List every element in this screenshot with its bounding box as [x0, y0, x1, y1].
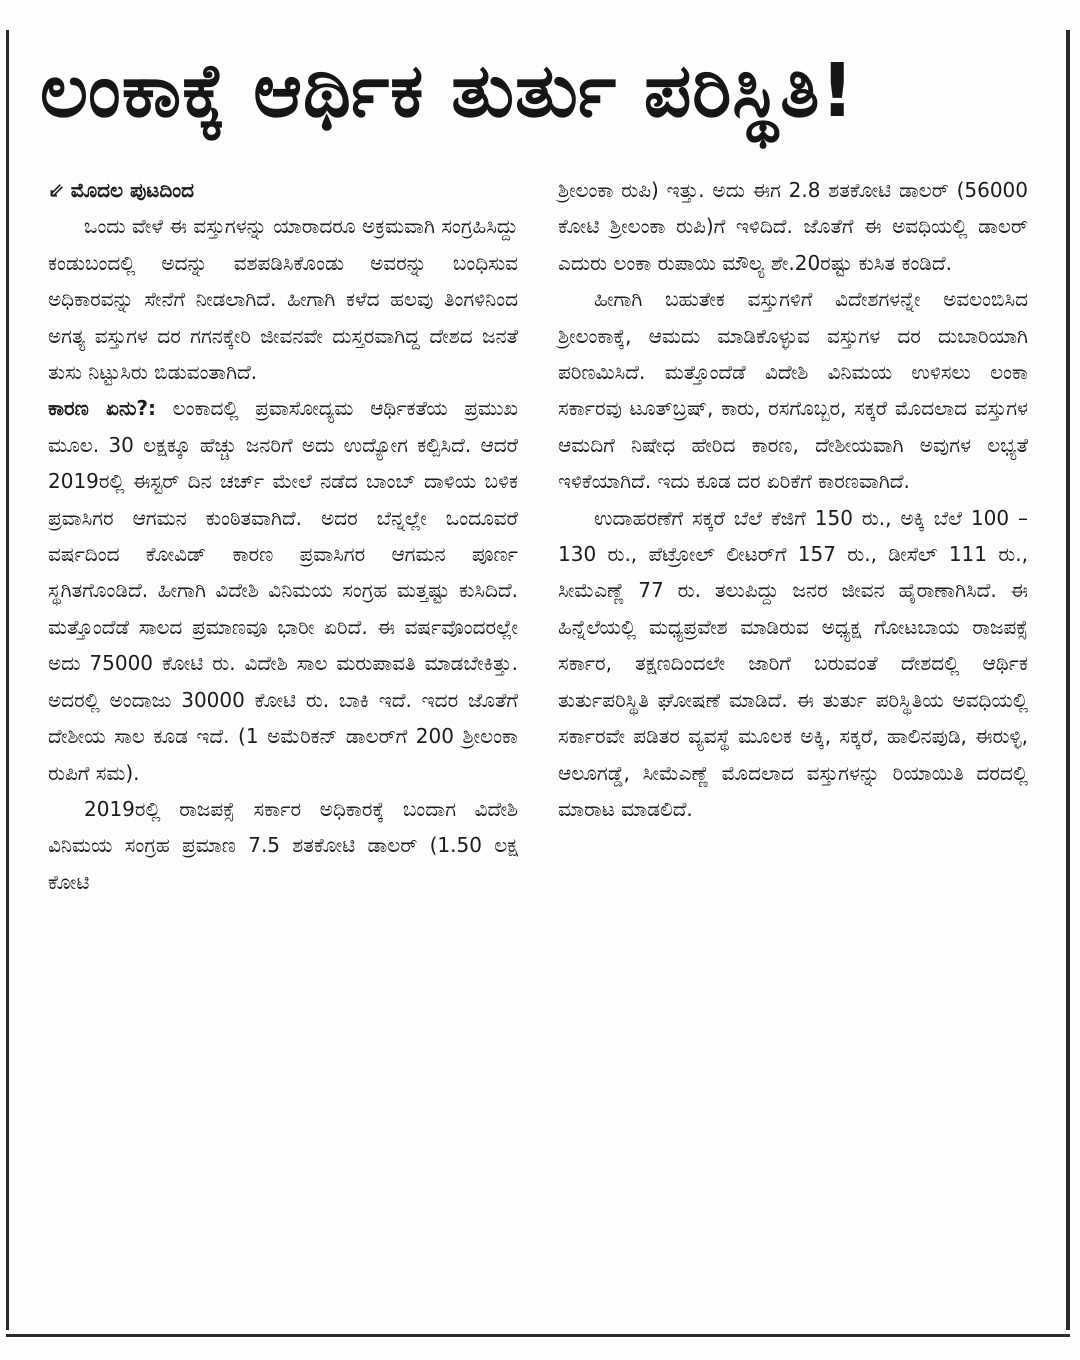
left-paragraph-2-body: ಲಂಕಾದಲ್ಲಿ ಪ್ರವಾಸೋದ್ಯಮ ಆರ್ಥಿಕತೆಯ ಪ್ರಮುಖ ಮೂಲ. 30 ಲಕ್ಷಕ್ಕೂ ಹೆಚ್ಚು ಜನರಿಗೆ ಅದು ಉದ್ಯೋಗ ಕಲ್ಪಿಸಿದೆ. ಆದರೆ 2019ರಲ್ಲಿ ಈಸ್ಟರ್ ದಿನ ಚರ್ಚ್ ಮೇಲೆ ನಡೆದ ಬಾಂಬ್ ದಾಳಿಯ ಬಳಿಕ ಪ್ರವಾಸಿಗರ ಆಗಮನ ಕುಂಠಿತವಾಗಿದೆ. ಅದರ ಬೆನ್ನಲ್ಲೇ ಒಂದೂವರೆ ವರ್ಷದಿಂದ ಕೋವಿಡ್ ಕಾರಣ ಪ್ರವಾಸಿಗರ ಆಗಮನ ಪೂರ್ಣ ಸ್ಥಗಿತಗೊಂಡಿದೆ. ಹೀಗಾಗಿ ವಿದೇಶಿ ವಿನಿಮಯ ಸಂಗ್ರಹ ಮತ್ತಷ್ಟು ಕುಸಿದಿದೆ. ಮತ್ತೊಂದೆಡೆ ಸಾಲದ ಪ್ರಮಾಣವೂ ಭಾರೀ ಏರಿದೆ. ಈ ವರ್ಷವೊಂದರಲ್ಲೇ ಅದು 75000 ಕೋಟಿ ರು. ವಿದೇಶಿ ಸಾಲ ಮರುಪಾವತಿ ಮಾಡಬೇಕಿತ್ತು. ಅದರಲ್ಲಿ ಅಂದಾಜು 30000 ಕೋಟಿ ರು. ಬಾಕಿ ಇದೆ. ಇದರ ಜೊತೆಗೆ ದೇಶೀಯ ಸಾಲ ಕೂಡ ಇದೆ. (1 ಅಮೆರಿಕನ್ ಡಾಲರ್‌ಗೆ 200 ಶ್ರೀಲಂಕಾ ರುಪಿಗೆ ಸಮ).: [48, 396, 518, 785]
left-paragraph-2: [48, 390, 518, 790]
left-border-rule: [6, 30, 9, 1330]
right-paragraph-1: ಶ್ರೀಲಂಕಾ ರುಪಿ) ಇತ್ತು. ಅದು ಈಗ 2.8 ಶತಕೋಟಿ ಡಾಲರ್ (56000 ಕೋಟಿ ಶ್ರೀಲಂಕಾ ರುಪಿ)ಗೆ ಇಳಿದಿದೆ. ಜೊತೆಗೆ ಈ ಅವಧಿಯಲ್ಲಿ ಡಾಲರ್ ಎದುರು ಲಂಕಾ ರುಪಾಯಿ ಮೌಲ್ಯ ಶೇ.20ರಷ್ಟು ಕುಸಿತ ಕಂಡಿದೆ.: [558, 178, 1028, 275]
right-column: [558, 172, 1028, 827]
right-border-rule: [1066, 30, 1070, 1330]
right-paragraph-2: ಹೀಗಾಗಿ ಬಹುತೇಕ ವಸ್ತುಗಳಿಗೆ ವಿದೇಶಗಳನ್ನೇ ಅವಲಂಬಿಸಿದ ಶ್ರೀಲಂಕಾಕ್ಕೆ, ಆಮದು ಮಾಡಿಕೊಳ್ಳುವ ವಸ್ತುಗಳ ದರ ದುಬಾರಿಯಾಗಿ ಪರಿಣಮಿಸಿದೆ. ಮತ್ತೊಂದೆಡೆ ವಿದೇಶಿ ವಿನಿಮಯ ಉಳಿಸಲು ಲಂಕಾ ಸರ್ಕಾರವು ಟೂತ್‌ಬ್ರಷ್, ಕಾರು, ರಸಗೊಬ್ಬರ, ಸಕ್ಕರೆ ಮೊದಲಾದ ವಸ್ತುಗಳ ಆಮದಿಗೆ ನಿಷೇಧ ಹೇರಿದ ಕಾರಣ, ದೇಶೀಯವಾಗಿ ಅವುಗಳ ಲಭ್ಯತೆ ಇಳಿಕೆಯಾಗಿದೆ. ಇದು ಕೂಡ ದರ ಏರಿಕೆಗೆ ಕಾರಣವಾಗಿದೆ.: [558, 287, 1028, 494]
bottom-border-rule: [6, 1334, 1070, 1337]
continued-from-text: ಮೊದಲ ಪುಟದಿಂದ: [70, 178, 195, 202]
continued-arrow-icon: ⇙: [48, 178, 65, 202]
article-headline: ಲಂಕಾಕ್ಕೆ ಆರ್ಥಿಕ ತುರ್ತು ಪರಿಸ್ಥಿತಿ!: [40, 48, 856, 134]
right-paragraph-3: ಉದಾಹರಣೆಗೆ ಸಕ್ಕರೆ ಬೆಲೆ ಕೆಜಿಗೆ 150 ರು., ಅಕ್ಕಿ ಬೆಲೆ 100 – 130 ರು., ಪೆಟ್ರೋಲ್ ಲೀಟರ್‌ಗೆ 157 ರು., ಡೀಸೆಲ್ 111 ರು., ಸೀಮೆಎಣ್ಣೆ 77 ರು. ತಲುಪಿದ್ದು ಜನರ ಜೀವನ ಹೈರಾಣಾಗಿಸಿದೆ. ಈ ಹಿನ್ನೆಲೆಯಲ್ಲಿ ಮಧ್ಯಪ್ರವೇಶ ಮಾಡಿರುವ ಅಧ್ಯಕ್ಷ ಗೋಟಬಾಯ ರಾಜಪಕ್ಸೆ ಸರ್ಕಾರ, ತಕ್ಷಣದಿಂದಲೇ ಜಾರಿಗೆ ಬರುವಂತೆ ದೇಶದಲ್ಲಿ ಆರ್ಥಿಕ ತುರ್ತುಪರಿಸ್ಥಿತಿ ಘೋಷಣೆ ಮಾಡಿದೆ. ಈ ತುರ್ತು ಪರಿಸ್ಥಿತಿಯ ಅವಧಿಯಲ್ಲಿ ಸರ್ಕಾರವೇ ಪಡಿತರ ವ್ಯವಸ್ಥೆ ಮೂಲಕ ಅಕ್ಕಿ, ಸಕ್ಕರೆ, ಹಾಲಿನಪುಡಿ, ಈರುಳ್ಳಿ, ಆಲೂಗಡ್ಡೆ, ಸೀಮೆಎಣ್ಣೆ ಮೊದಲಾದ ವಸ್ತುಗಳನ್ನು ರಿಯಾಯಿತಿ ದರದಲ್ಲಿ ಮಾರಾಟ ಮಾಡಲಿದೆ.: [558, 505, 1028, 821]
continued-from-label: [48, 172, 518, 208]
left-paragraph-1: ಒಂದು ವೇಳೆ ಈ ವಸ್ತುಗಳನ್ನು ಯಾರಾದರೂ ಅಕ್ರಮವಾಗಿ ಸಂಗ್ರಹಿಸಿದ್ದು ಕಂಡುಬಂದಲ್ಲಿ ಅದನ್ನು ವಶಪಡಿಸಿಕೊಂಡು ಅವರನ್ನು ಬಂಧಿಸುವ ಅಧಿಕಾರವನ್ನು ಸೇನೆಗೆ ನೀಡಲಾಗಿದೆ. ಹೀಗಾಗಿ ಕಳೆದ ಹಲವು ತಿಂಗಳಿನಿಂದ ಅಗತ್ಯ ವಸ್ತುಗಳ ದರ ಗಗನಕ್ಕೇರಿ ಜೀವನವೇ ದುಸ್ತರವಾಗಿದ್ದ ದೇಶದ ಜನತೆ ತುಸು ನಿಟ್ಟುಸಿರು ಬಿಡುವಂತಾಗಿದೆ.: [48, 214, 518, 385]
left-column: [48, 172, 518, 900]
left-paragraph-3: 2019ರಲ್ಲಿ ರಾಜಪಕ್ಸೆ ಸರ್ಕಾರ ಅಧಿಕಾರಕ್ಕೆ ಬಂದಾಗ ವಿದೇಶಿ ವಿನಿಮಯ ಸಂಗ್ರಹ ಪ್ರಮಾಣ 7.5 ಶತಕೋಟಿ ಡಾಲರ್ (1.50 ಲಕ್ಷ ಕೋಟಿ: [48, 796, 518, 894]
subhead-reason: ಕಾರಣ ಏನು?:: [48, 396, 157, 421]
